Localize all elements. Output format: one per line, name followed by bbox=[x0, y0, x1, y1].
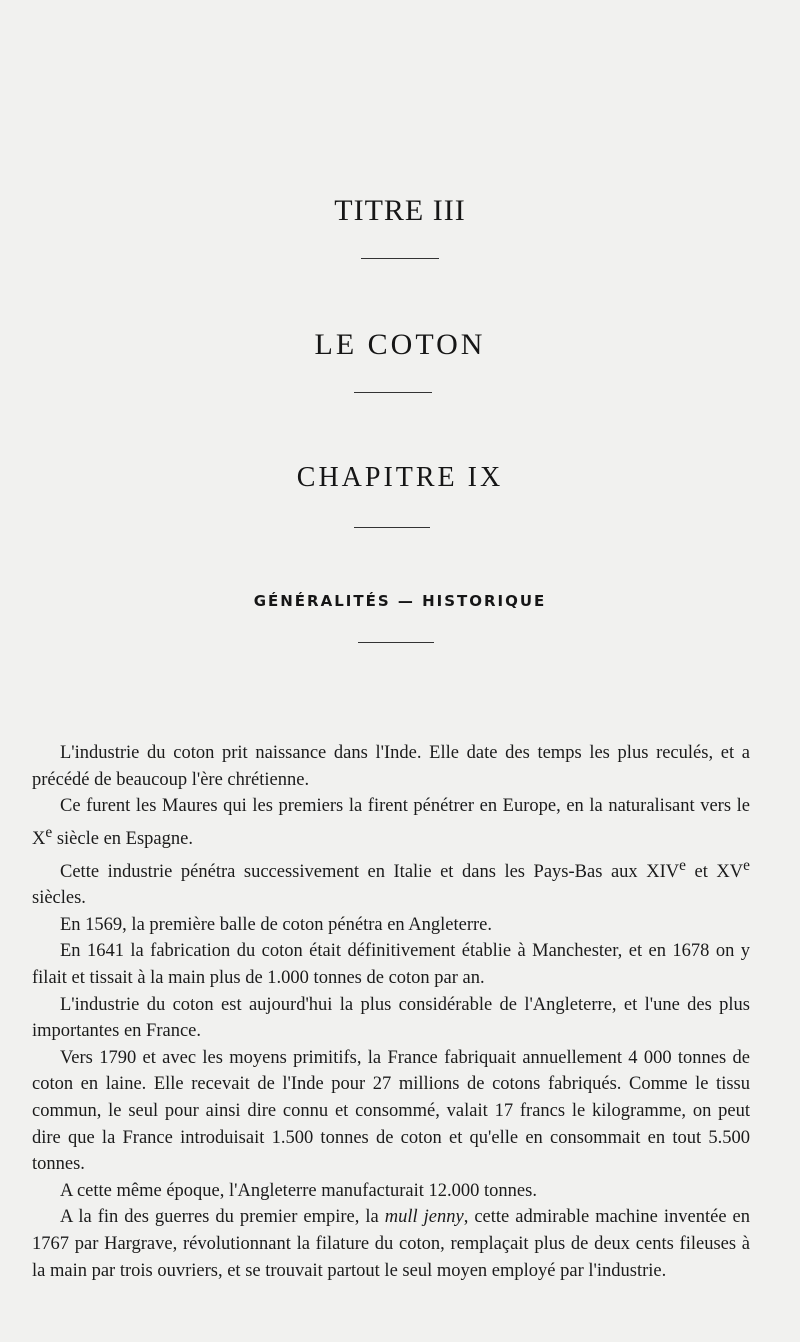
paragraph bbox=[32, 912, 750, 939]
paragraph bbox=[32, 740, 750, 793]
body-text bbox=[32, 740, 750, 1284]
paragraph-text: A cette même époque, l'Angleterre manufacturait 12.000 tonnes. bbox=[60, 1180, 537, 1201]
paragraph-text: En 1569, la première balle de coton pénétra en Angleterre. bbox=[60, 914, 492, 935]
paragraph-text: et XV bbox=[685, 861, 744, 882]
paragraph-text: En 1641 la fabrication du coton était définitivement établie à Manchester, et en 1678 on y filait et tissait à la main plus de 1.000 tonnes de coton par an. bbox=[32, 941, 750, 989]
titre-heading: TITRE III bbox=[334, 194, 466, 227]
paragraph bbox=[32, 938, 750, 991]
paragraph bbox=[32, 1178, 750, 1205]
superscript: e bbox=[679, 856, 686, 874]
superscript: e bbox=[743, 856, 750, 874]
paragraph-text: Vers 1790 et avec les moyens primitifs, la France fabriquait annuellement 4 000 tonnes de coton en laine. Elle recevait de l'Inde pour 27 millions de cotons fabriqués. Comme le tissu commun, le seul pour ainsi dire connu et consommé, valait 17 francs le kilogramme, on peut dire que la France introduisait 1.500 tonnes de coton et qu'elle en consommait en tout 5.500 tonnes. bbox=[32, 1047, 750, 1175]
paragraph-text: siècle en Espagne. bbox=[52, 828, 193, 849]
paragraph bbox=[32, 793, 750, 852]
paragraph-text: siècles. bbox=[32, 888, 86, 909]
superscript: e bbox=[45, 823, 53, 841]
paragraph-text: L'industrie du coton est aujourd'hui la plus considérable de l'Angleterre, et l'une des plus importantes en France. bbox=[32, 994, 750, 1042]
rule-under-section-title bbox=[354, 392, 432, 393]
rule-under-chapter bbox=[354, 527, 430, 528]
paragraph bbox=[32, 1045, 750, 1178]
paragraph bbox=[32, 992, 750, 1045]
section-title: LE COTON bbox=[314, 328, 486, 361]
chapter-heading: CHAPITRE IX bbox=[296, 462, 504, 493]
paragraph bbox=[32, 853, 750, 912]
rule-under-subtitle bbox=[358, 642, 434, 643]
paragraph-text: , cette admirable machine inventée en 1767 par Hargrave, révolutionnant la filature du coton, remplaçait plus de deux cents fileuses à la main par trois ouvriers, et se trouvait partout le seul moyen employé par l'industrie. bbox=[32, 1207, 751, 1281]
italic-term: mull jenny bbox=[384, 1207, 464, 1228]
paragraph-text: Cette industrie pénétra successivement en Italie et dans les Pays-Bas aux XIV bbox=[60, 861, 680, 882]
paragraph-text: A la fin des guerres du premier empire, la bbox=[60, 1207, 385, 1228]
chapter-subtitle: GÉNÉRALITÉS — HISTORIQUE bbox=[253, 592, 547, 610]
rule-under-titre bbox=[361, 258, 439, 259]
paragraph bbox=[32, 1204, 750, 1284]
paragraph-text: Ce furent les Maures qui les premiers la firent pénétrer en Europe, en la naturalisant vers le X bbox=[32, 796, 750, 849]
paragraph-text: L'industrie du coton prit naissance dans l'Inde. Elle date des temps les plus reculés, et a précédé de beaucoup l'ère chrétienne. bbox=[32, 743, 750, 790]
